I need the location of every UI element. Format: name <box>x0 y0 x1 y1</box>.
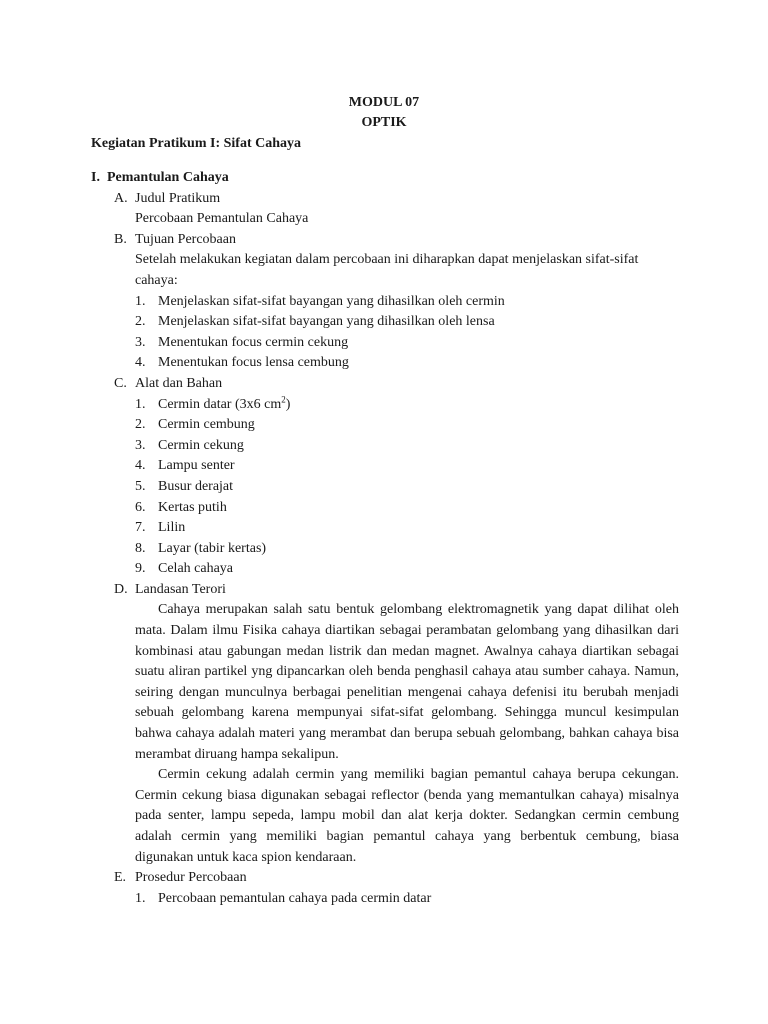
list-item: 1. Cermin datar (3x6 $cm^2$) <box>135 393 291 412</box>
list-item: 2. Menjelaskan sifat-sifat bayangan yang dihasilkan oleh lensa <box>135 314 495 330</box>
subsection-e-heading <box>91 868 679 889</box>
list-item: 5. Busur derajat <box>135 478 234 494</box>
activity-title: Kegiatan Pratikum I: Sifat Cahaya <box>91 136 301 151</box>
section-number: I. <box>91 170 100 185</box>
subsection-label: Tujuan Percobaan <box>135 231 236 247</box>
subsection-d-heading <box>91 580 679 601</box>
experiment-title: Percobaan Pemantulan Cahaya <box>135 211 309 227</box>
list-item: 3. Cermin cekung <box>135 437 244 453</box>
subsection-letter: C. <box>114 375 127 391</box>
list-item: 1. Percobaan pemantulan cahaya pada cermin datar <box>135 890 432 906</box>
list-item: 2. Cermin cembung <box>135 417 255 433</box>
list-item: 4. Lampu senter <box>135 458 235 474</box>
theory-paragraph-2: Cermin cekung adalah cermin yang memiliki bagian pemantul cahaya berupa cekungan. Cermin cekung biasa digunakan sebagai reflector (benda yang memantulkan cahaya) misalnya pada senter, lampu sepeda, lampu mobil dan alat kerja dokter. Sedangkan cermin cembung adalah cermin yang memiliki bagian pemantul cahaya yang berbentuk cembung, biasa digunakan untuk kaca spion kendaraan. <box>135 767 679 865</box>
list-item: 8. Layar (tabir kertas) <box>135 540 267 556</box>
list-item: 6. Kertas putih <box>135 499 227 515</box>
section-title: Pemantulan Cahaya <box>107 170 229 185</box>
subsection-label: Landasan Terori <box>135 581 226 597</box>
subsection-c-heading <box>91 374 679 395</box>
module-number: MODUL 07 <box>348 95 420 110</box>
list-item: 7. Lilin <box>135 520 186 536</box>
list-item: 4. Menentukan focus lensa cembung <box>135 355 349 371</box>
document-body <box>91 168 679 909</box>
theory-paragraph-1: Cahaya merupakan salah satu bentuk gelombang elektromagnetik yang dapat dilihat oleh mata. Dalam ilmu Fisika cahaya diartikan sebagai perambatan gelombang yang dihasilkan dari kombinasi atau gabungan medan listrik dan medan magnet. Awalnya cahaya diartikan sebagai suatu aliran partikel yng dipancarkan oleh benda penghasil cahaya atau sumber cahaya. Namun, seiring dengan munculnya berbagai penelitian mengenai cahaya defenisi itu berubah menjadi sebuah gelombang karena mempunyai sifat-sifat gelombang. Sehingga muncul kesimpulan bahwa cahaya adalah materi yang merambat dan berupa sebuah gelombang, bahkan cahaya bisa merambat diruang hampa sekalipun. <box>135 602 679 762</box>
subsection-letter: A. <box>114 190 128 206</box>
objective-intro: Setelah melakukan kegiatan dalam percobaan ini diharapkan dapat menjelaskan sifat-sifat cahaya: <box>135 252 639 288</box>
subsection-a-heading <box>91 189 679 210</box>
subsection-label: Alat dan Bahan <box>135 375 223 391</box>
list-item: 1. Menjelaskan sifat-sifat bayangan yang dihasilkan oleh cermin <box>135 293 505 309</box>
subsection-label: Prosedur Percobaan <box>135 870 247 886</box>
list-item: 3. Menentukan focus cermin cekung <box>135 334 349 350</box>
subsection-label: Judul Pratikum <box>135 190 221 206</box>
module-title: OPTIK <box>361 115 407 130</box>
list-item: 9. Celah cahaya <box>135 561 234 577</box>
subsection-letter: B. <box>114 231 127 247</box>
subsection-letter: D. <box>114 581 128 597</box>
subsection-letter: E. <box>114 870 127 886</box>
section-heading <box>91 168 679 189</box>
subsection-b-heading <box>91 230 679 251</box>
